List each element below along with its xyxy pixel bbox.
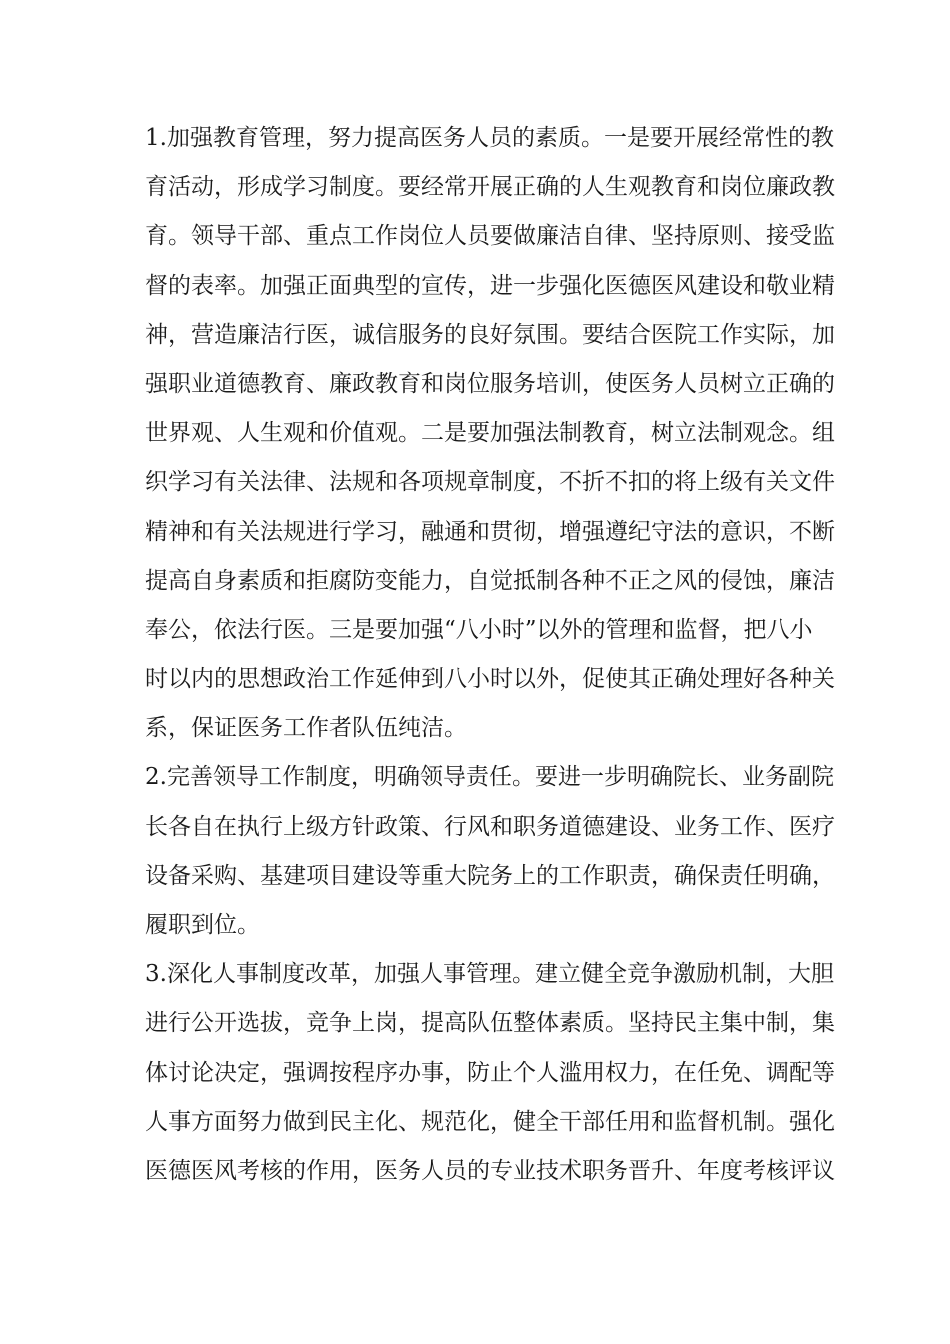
text-line: 世界观、人生观和价值观。二是要加强法制教育，树立法制观念。组: [145, 420, 835, 447]
text-line: 精神和有关法规进行学习，融通和贯彻，增强遵纪守法的意识，不断: [145, 518, 835, 545]
text-line: 神，营造廉洁行医，诚信服务的良好氛围。要结合医院工作实际，加: [145, 321, 835, 348]
text-line: 奉公，依法行医。三是要加强“八小时”以外的管理和监督，把八小: [145, 616, 813, 643]
text-line: 育活动，形成学习制度。要经常开展正确的人生观教育和岗位廉政教: [145, 174, 835, 201]
text-line: 织学习有关法律、法规和各项规章制度，不折不扣的将上级有关文件: [145, 469, 835, 496]
text-line: 设备采购、基建项目建设等重大院务上的工作职责，确保责任明确，: [145, 862, 835, 889]
text-line: 3.深化人事制度改革，加强人事管理。建立健全竞争激励机制，大胆: [145, 961, 834, 988]
text-line: 进行公开选拔，竞争上岗，提高队伍整体素质。坚持民主集中制，集: [145, 1010, 835, 1037]
text-line: 时以内的思想政治工作延伸到八小时以外，促使其正确处理好各种关: [145, 666, 835, 693]
text-line: 育。领导干部、重点工作岗位人员要做廉洁自律、坚持原则、接受监: [145, 223, 835, 250]
text-line: 体讨论决定，强调按程序办事，防止个人滥用权力，在任免、调配等: [145, 1059, 835, 1086]
text-line: 系，保证医务工作者队伍纯洁。: [145, 715, 467, 742]
paragraph-1: [145, 114, 835, 753]
text-line: 强职业道德教育、廉政教育和岗位服务培训，使医务人员树立正确的: [145, 370, 835, 397]
text-line: 人事方面努力做到民主化、规范化，健全干部任用和监督机制。强化: [145, 1108, 835, 1135]
text-line: 1.加强教育管理，努力提高医务人员的素质。一是要开展经常性的教: [145, 125, 834, 151]
text-line: 长各自在执行上级方针政策、行风和职务道德建设、业务工作、医疗: [145, 813, 835, 840]
paragraph-2: [145, 753, 835, 950]
text-line: 督的表率。加强正面典型的宣传，进一步强化医德医风建设和敬业精: [145, 272, 835, 299]
text-line: 2.完善领导工作制度，明确领导责任。要进一步明确院长、业务副院: [145, 764, 834, 791]
document-body: [145, 114, 835, 1196]
paragraph-3: [145, 950, 835, 1196]
text-line: 履职到位。: [145, 912, 260, 938]
text-line: 医德医风考核的作用，医务人员的专业技术职务晋升、年度考核评议: [145, 1157, 835, 1184]
text-line: 提高自身素质和拒腐防变能力，自觉抵制各种不正之风的侵蚀，廉洁: [145, 567, 835, 594]
